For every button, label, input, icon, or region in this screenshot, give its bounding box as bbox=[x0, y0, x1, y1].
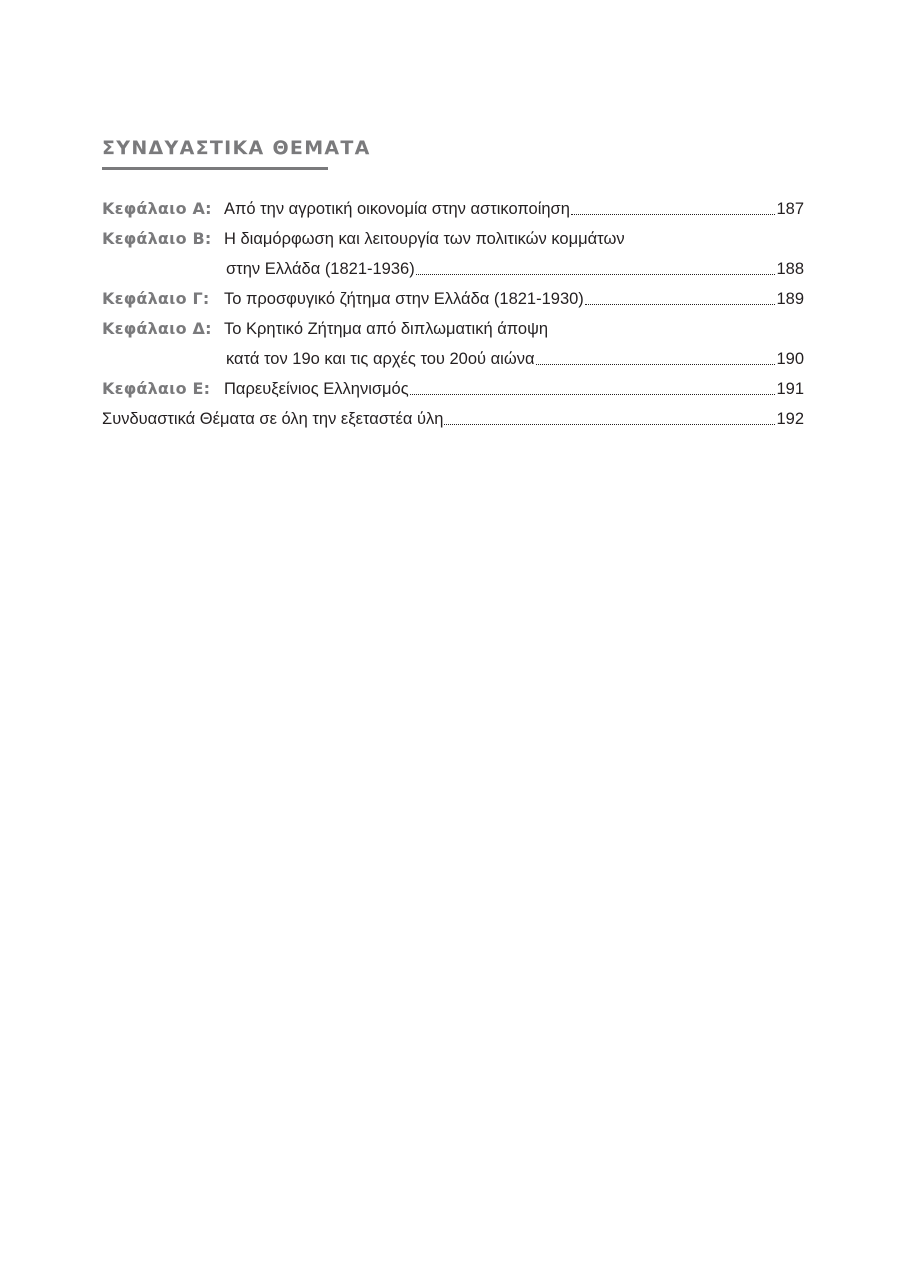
toc-entry-chapter-b-continued[interactable] bbox=[102, 254, 804, 284]
dot-leader bbox=[444, 423, 775, 425]
chapter-title: Το προσφυγικό ζήτημα στην Ελλάδα (1821-1930) bbox=[224, 290, 584, 308]
dot-leader bbox=[536, 363, 776, 365]
chapter-title-continued: κατά τον 19ο και τις αρχές του 20ού αιώνα bbox=[226, 350, 535, 368]
page-number: 188 bbox=[776, 260, 804, 278]
dot-leader bbox=[416, 273, 776, 275]
toc-entry-chapter-c[interactable] bbox=[102, 284, 804, 314]
dot-leader bbox=[571, 213, 776, 215]
page-number: 190 bbox=[776, 350, 804, 368]
chapter-label: Κεφάλαιο Γ: bbox=[102, 289, 210, 308]
chapter-label: Κεφάλαιο Α: bbox=[102, 199, 212, 218]
chapter-title: Το Κρητικό Ζήτημα από διπλωματική άποψη bbox=[224, 320, 549, 338]
toc-entry-chapter-d[interactable] bbox=[102, 314, 804, 344]
chapter-label: Κεφάλαιο Ε: bbox=[102, 379, 211, 398]
page-number: 187 bbox=[776, 200, 804, 218]
section-title-underline bbox=[102, 167, 328, 170]
toc-entry-chapter-b[interactable] bbox=[102, 224, 804, 254]
section-title: ΣΥΝΔΥΑΣΤΙΚΑ ΘΕΜΑΤΑ bbox=[102, 137, 371, 159]
page-number: 189 bbox=[776, 290, 804, 308]
chapter-title-continued: στην Ελλάδα (1821-1936) bbox=[226, 260, 415, 278]
toc-entry-chapter-a[interactable] bbox=[102, 194, 804, 224]
toc-entry-chapter-e[interactable] bbox=[102, 374, 804, 404]
chapter-title: Παρευξείνιος Ελληνισμός bbox=[224, 380, 409, 398]
entry-title: Συνδυαστικά Θέματα σε όλη την εξεταστέα ύλη bbox=[102, 410, 444, 428]
dot-leader bbox=[410, 393, 776, 395]
toc-entry-combined-topics[interactable] bbox=[102, 404, 804, 434]
dot-leader bbox=[585, 303, 776, 305]
table-of-contents bbox=[102, 194, 804, 434]
page-number: 191 bbox=[776, 380, 804, 398]
chapter-title: Από την αγροτική οικονομία στην αστικοποίηση bbox=[224, 200, 570, 218]
toc-entry-chapter-d-continued[interactable] bbox=[102, 344, 804, 374]
chapter-label: Κεφάλαιο Δ: bbox=[102, 319, 212, 338]
chapter-label: Κεφάλαιο Β: bbox=[102, 229, 212, 248]
page-number: 192 bbox=[776, 410, 804, 428]
chapter-title: Η διαμόρφωση και λειτουργία των πολιτικών κομμάτων bbox=[224, 230, 625, 248]
